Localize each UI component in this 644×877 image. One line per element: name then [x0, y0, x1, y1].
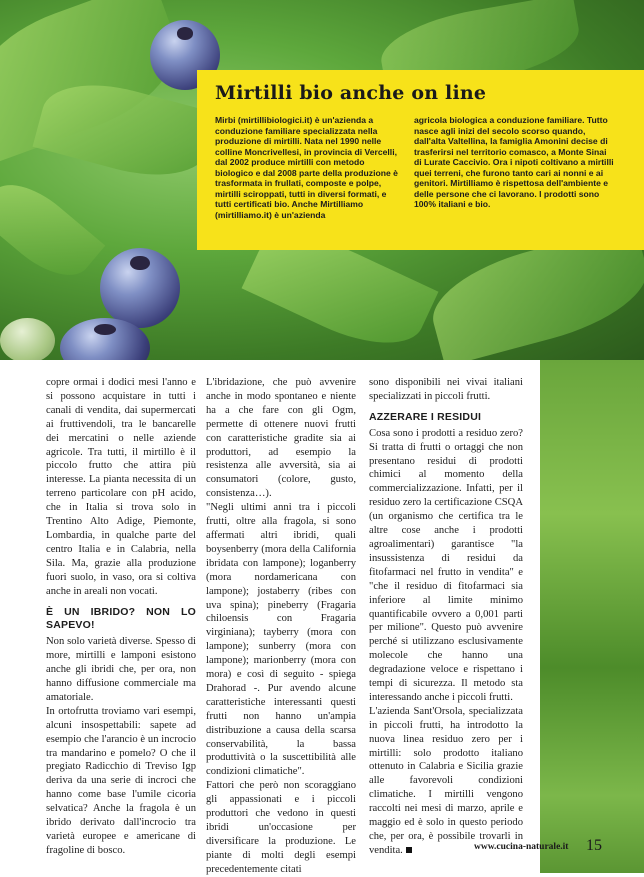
box-text-col2: agricola biologica a conduzione familiare. Tutto nasce agli inizi del secolo scorso quando, dall'alta Valtellina, la famiglia Amonini decise di trasferirsi nel territorio comasco, a Monte Sinai di Lurate Caccivio. Ora i nipoti coltivano a mirtilli quei terreni, che furono tanto cari ai nonni e ai genitori. Mirtilliamo è rispettosa dell'ambiente e delle persone che ci lavorano. I prodotti sono 100% italiani e bio. — [414, 115, 614, 209]
paragraph: Fattori che però non scoraggiano gli appassionati e i piccoli produttori che vedono in questi ibridi un'occasione per diversificare la produzione. Le piante di molti degli esempi precedentemente citati — [206, 780, 356, 875]
article-column-3 — [369, 376, 523, 858]
paragraph: In ortofrutta troviamo vari esempi, alcuni insospettabili: sapete ad esempio che l'arancio è un incrocio tra mandarino e pomelo? O che il pregiato Radicchio di Treviso Igp deriva da una serie di incroci che hanno come base l'umile cicoria selvatica? Anche la fragola è un ibrido derivato dall'incrocio tra varietà europee e americane di fragoline di bosco. — [46, 705, 196, 856]
blueberry — [100, 248, 180, 328]
sidebar-box — [197, 70, 644, 250]
paragraph: sono disponibili nei vivai italiani specializzati in piccoli frutti. — [369, 377, 523, 402]
box-title: Mirtilli bio anche on line — [215, 82, 487, 104]
paragraph: "Negli ultimi anni tra i piccoli frutti, oltre alla fragola, si sono affermati altri ibridi, quali boysenberry (mora della California ibridata con lampone); loganberry (mora nordamericana con lampone); jostaberry (ribes con uva spina); pineberry (Fragaria chiloensis con Fragaria virginiana); tayberry (mora con lampone); sunberry (mora con lampone); marionberry (mora con mora) e così di seguito - spiega Drahorad -. Pur avendo alcune caratteristiche interessanti questi frutti non hanno un'ampia distribuzione a causa della scarsa conservabilità, la bassa produttività o la suscettibilità alle condizioni climatiche". — [206, 502, 356, 778]
paragraph: copre ormai i dodici mesi l'anno e si possono acquistare in tutti i canali di vendita, dai supermercati ai fruttivendoli, tra le bancarelle dei mercatini o nelle aziende agricole. Tra tutti, il mirtillo è il piccolo frutto che attira più interesse. La pianta necessita di un terreno particolare con pH acido, che in Italia si trova solo in Trentino Alto Adige, Piemonte, Lombardia, in qualche parte del centro Italia e in Calabria, nella Sila. Ma, grazie alla produzione fuori suolo, in vaso, ora si coltiva anche in areali non vocati. — [46, 377, 196, 597]
box-text-col1: Mirbi (mirtillibiologici.it) è un'azienda a conduzione familiare specializzata nella produzione di mirtilli. Nata nel 1990 nelle colline Moncrivellesi, in provincia di Vercelli, dal 2002 produce mirtilli con metodo biologico e dal 2008 parte della produzione è trasformata in frullati, composte e polpe, mirtilli sciroppati, tutti in diversi formati, e tutti certificati bio. Anche Mirtilliamo (mirtilliamo.it) è un'azienda — [215, 115, 398, 220]
section-heading: È UN IBRIDO? NON LO SAPEVO! — [46, 605, 196, 632]
paragraph-last — [369, 705, 523, 858]
paragraph: L'ibridazione, che può avvenire anche in modo spontaneo e niente ha a che fare con gli Ogm, permette di ottenere nuovi frutti con caratteristiche gradite sia ai produttori, ad esempio la resistenza alle avversità, sia ai consumatori (colore, gusto, consistenza…). — [206, 377, 356, 500]
paragraph: Non solo varietà diverse. Spesso di more, mirtilli e lamponi esistono anche gli ibridi che, per ora, non hanno diffusione commerciale ma amatoriale. — [46, 636, 196, 703]
blueberry — [0, 318, 55, 360]
page-number: 15 — [586, 837, 602, 854]
footer-url: www.cucina-naturale.it — [474, 842, 569, 852]
section-heading: AZZERARE I RESIDUI — [369, 410, 482, 423]
article-column-1 — [46, 376, 196, 858]
paragraph-text: L'azienda Sant'Orsola, specializzata in piccoli frutti, ha introdotto la nuova linea residuo zero per i mirtilli: solo prodotto italiano ottenuto in Calabria e Sicilia grazie alle favorevoli condizioni climatiche. I mirtilli vengono raccolti nei mesi di marzo, aprile e maggio ed è solo in questo periodo che, per ora, è possibile trovarli in vendita. — [369, 705, 523, 856]
paragraph: Cosa sono i prodotti a residuo zero? Si tratta di frutti o ortaggi che non presentano residui di prodotti chimici al momento della commercializzazione. Infatti, per il residuo zero la certificazione CSQA (un organismo che certifica tra le altre cose anche i prodotti agroalimentari) garantisce "la insussistenza di residui da fitofarmaci nel frutto in vendita" e "che il residuo di fitofarmaci sia inferiore al limite minimo quantificabile ovvero a 0,001 parti per milione". Questo può avvenire perché si utilizzano esclusivamente molecole che hanno una degradazione veloce e rispettano i tempi di sicurezza. Il metodo sta interessando anche i piccoli frutti. — [369, 427, 523, 703]
article-column-2 — [206, 376, 356, 877]
end-mark-icon — [406, 847, 412, 853]
photo-strip — [540, 360, 644, 873]
